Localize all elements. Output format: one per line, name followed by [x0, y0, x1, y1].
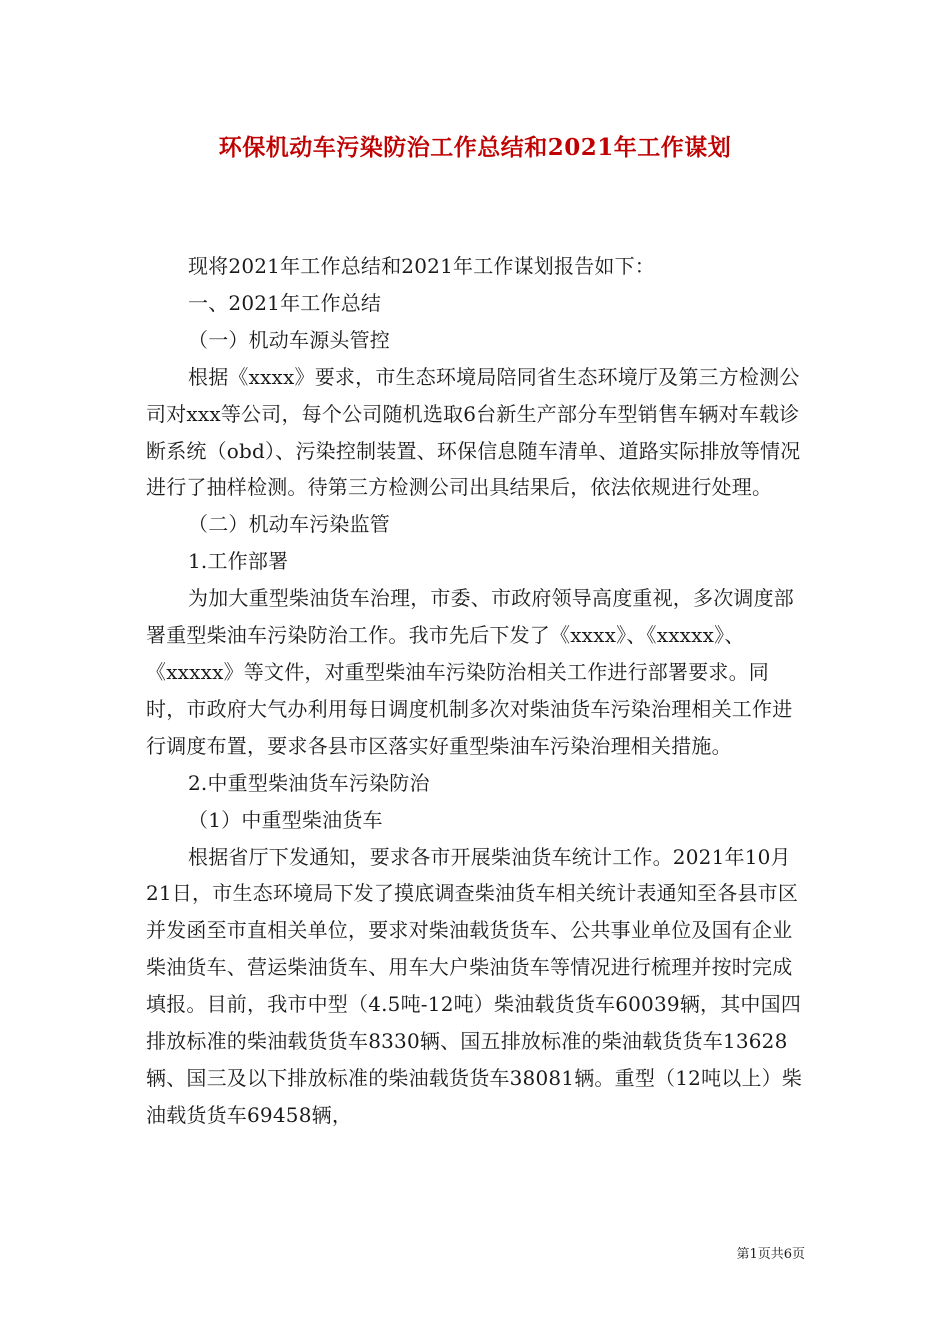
subsection-heading-source-control: （一）机动车源头管控	[188, 327, 390, 352]
sub-item-heading-diesel-truck: （1）中重型柴油货车	[188, 807, 383, 832]
paragraph-diesel-truck-statistics: 根据省厅下发通知，要求各市开展柴油货车统计工作。2021年10月21日，市生态环境局下发了摸底调查柴油货车相关统计表通知至各县市区并发函至市直相关单位，要求对柴油载货货车、公共事业单位及国有企业柴油货车、营运柴油货车、用车大户柴油货车等情况进行梳理并按时完成填报。目前，我市中型（4.5吨-12吨）柴油载货货车60039辆，其中国四排放标准的柴油载货货车8330辆、国五排放标准的柴油载货货车13628辆、国三及以下排放标准的柴油载货货车38081辆。重型（12吨以上）柴油载货货车69458辆，	[146, 844, 803, 1127]
paragraph-work-deployment: 为加大重型柴油货车治理，市委、市政府领导高度重视，多次调度部署重型柴油车污染防治工作。我市先后下发了《xxxx》、《xxxxx》、《xxxxx》等文件，对重型柴油车污染防治相关工作进行部署要求。同时，市政府大气办利用每日调度机制多次对柴油货车污染治理相关工作进行调度布置，要求各县市区落实好重型柴油车污染治理相关措施。	[146, 586, 794, 758]
page-number: 第1页共6页	[736, 1247, 805, 1262]
section-heading-summary: 一、2021年工作总结	[188, 290, 382, 315]
document-body	[146, 248, 806, 1134]
intro-paragraph: 现将2021年工作总结和2021年工作谋划报告如下：	[188, 254, 655, 278]
item-heading-work-deployment: 1.工作部署	[188, 549, 289, 574]
item-heading-diesel-truck-control: 2.中重型柴油货车污染防治	[188, 770, 430, 795]
subsection-heading-pollution-supervision: （二）机动车污染监管	[188, 512, 390, 537]
document-title: 环保机动车污染防治工作总结和2021年工作谋划	[218, 134, 732, 161]
paragraph-source-control: 根据《xxxx》要求，市生态环境局陪同省生态环境厅及第三方检测公司对xxx等公司，每个公司随机选取6台新生产部分车型销售车辆对车载诊断系统（obd）、污染控制装置、环保信息随车清单、道路实际排放等情况进行了抽样检测。待第三方检测公司出具结果后，依法依规进行处理。	[146, 364, 801, 500]
